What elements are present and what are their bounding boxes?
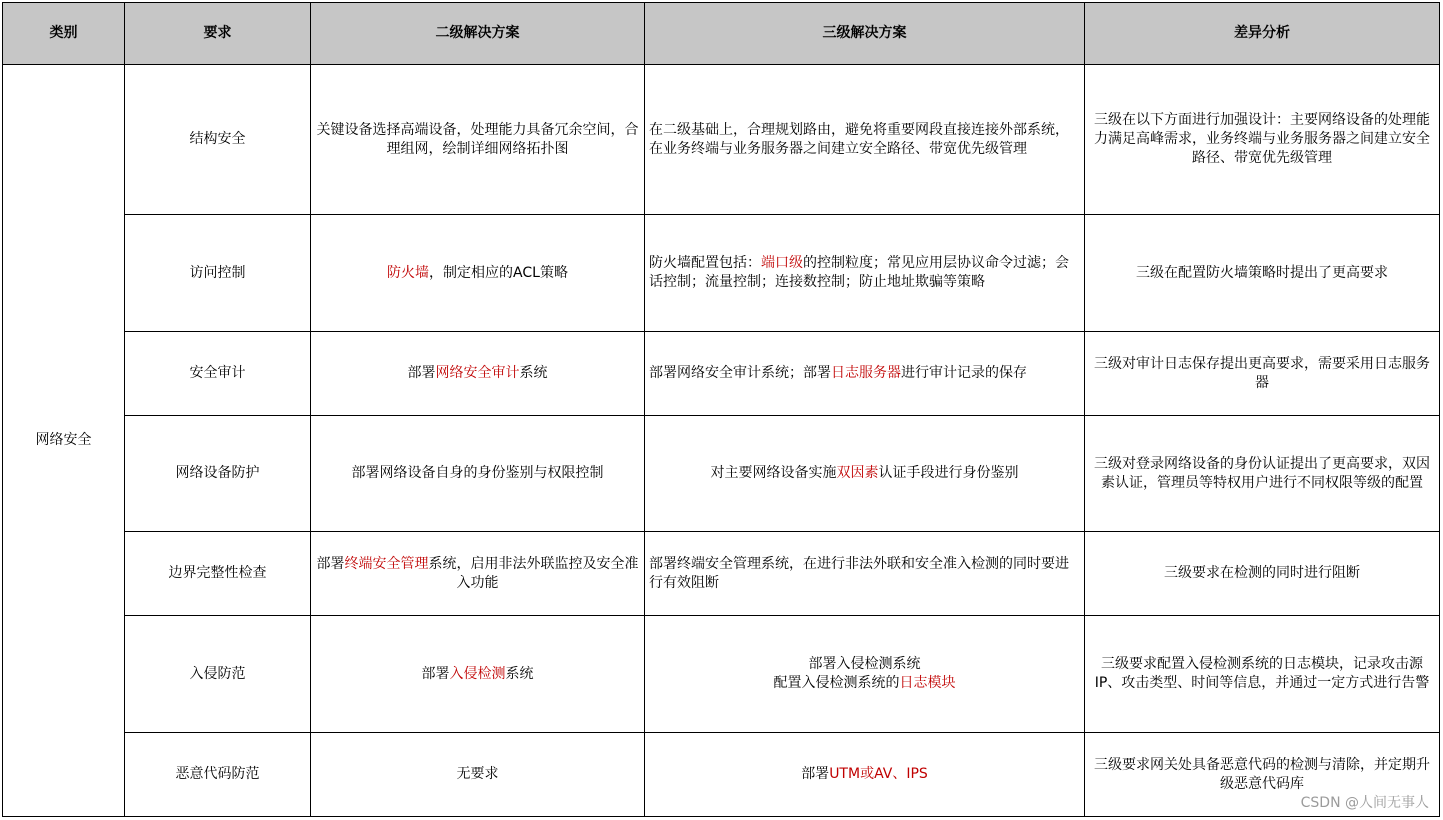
text-segment: 在二级基础上，合理规划路由，避免将重要网段直接连接外部系统，在业务终端与业务服务器之间建立安全路径、带宽优先级管理 <box>649 121 1069 157</box>
requirement-cell: 网络设备防护 <box>125 416 311 532</box>
level2-solution-cell <box>311 616 645 733</box>
text-segment: 认证手段进行身份鉴别 <box>878 465 1019 481</box>
text-segment: 系统 <box>505 665 534 682</box>
table-row <box>3 332 1440 416</box>
text-segment: 部署 <box>407 365 436 381</box>
text-segment: 系统 <box>519 365 548 381</box>
text-segment: 部署终端安全管理系统，在进行非法外联和安全准入检测的同时要进行有效阻断 <box>649 555 1069 591</box>
level3-solution-cell <box>645 616 1085 733</box>
table-row <box>3 65 1440 215</box>
text-segment: 部署 <box>316 555 345 572</box>
table-row <box>3 733 1440 817</box>
text-segment: 对主要网络设备实施 <box>710 465 837 481</box>
difference-analysis-cell: 三级要求配置入侵检测系统的日志模块，记录攻击源IP、攻击类型、时间等信息，并通过一定方式进行告警 <box>1085 616 1440 733</box>
table-row <box>3 532 1440 616</box>
difference-analysis-cell: 三级要求网关处具备恶意代码的检测与清除，并定期升级恶意代码库 <box>1085 733 1440 817</box>
header-level2-solution: 二级解决方案 <box>311 3 645 65</box>
level2-solution-cell <box>311 532 645 616</box>
level2-solution-cell <box>311 416 645 532</box>
level3-solution-cell <box>645 65 1085 215</box>
table-row <box>3 416 1440 532</box>
text-segment: 进行审计记录的保存 <box>901 365 1027 381</box>
text-segment: 关键设备选择高端设备，处理能力具备冗余空间，合理组网，绘制详细网络拓扑图 <box>316 121 639 157</box>
text-segment: 部署网络设备自身的身份鉴别与权限控制 <box>351 465 604 481</box>
highlight-text: 入侵检测 <box>449 665 506 682</box>
header-difference-analysis: 差异分析 <box>1085 3 1440 65</box>
text-segment: ，制定相应的ACL策略 <box>429 264 568 281</box>
requirement-cell: 边界完整性检查 <box>125 532 311 616</box>
requirement-cell: 安全审计 <box>125 332 311 416</box>
level2-solution-cell <box>311 215 645 332</box>
requirement-cell: 结构安全 <box>125 65 311 215</box>
text-segment: 防火墙配置包括： <box>649 255 761 271</box>
comparison-table <box>2 2 1440 817</box>
highlight-text: 双因素 <box>836 465 879 481</box>
text-segment: 无要求 <box>456 766 499 782</box>
level2-solution-cell <box>311 65 645 215</box>
level3-solution-cell <box>645 215 1085 332</box>
level2-solution-cell <box>311 332 645 416</box>
difference-analysis-cell: 三级要求在检测的同时进行阻断 <box>1085 532 1440 616</box>
header-requirement: 要求 <box>125 3 311 65</box>
text-segment: 的控制粒度；常见应用层协议命令过滤；会话控制；流量控制；连接数控制；防止地址欺骗等策略 <box>649 255 1069 290</box>
level3-solution-cell <box>645 532 1085 616</box>
highlight-text: 日志模块 <box>899 675 956 691</box>
difference-analysis-cell: 三级对审计日志保存提出更高要求，需要采用日志服务器 <box>1085 332 1440 416</box>
requirement-cell: 入侵防范 <box>125 616 311 733</box>
category-cell: 网络安全 <box>3 65 125 817</box>
level2-solution-cell <box>311 733 645 817</box>
text-segment: 部署入侵检测系统 <box>808 656 921 672</box>
highlight-text: 端口级 <box>761 255 803 271</box>
table-row <box>3 616 1440 733</box>
difference-analysis-cell: 三级在以下方面进行加强设计：主要网络设备的处理能力满足高峰需求，业务终端与业务服务器之间建立安全路径、带宽优先级管理 <box>1085 65 1440 215</box>
text-segment: 部署 <box>421 665 450 682</box>
header-row <box>3 3 1440 65</box>
highlight-text: 终端安全管理 <box>344 555 429 572</box>
text-segment: 配置入侵检测系统的 <box>773 675 900 691</box>
header-category: 类别 <box>3 3 125 65</box>
highlight-text: UTM或AV、IPS <box>829 766 928 782</box>
level3-solution-cell <box>645 416 1085 532</box>
text-segment: 系统，启用非法外联监控及安全准入功能 <box>428 555 639 591</box>
highlight-text: 日志服务器 <box>831 365 901 381</box>
difference-analysis-cell: 三级对登录网络设备的身份认证提出了更高要求，双因素认证，管理员等特权用户进行不同权限等级的配置 <box>1085 416 1440 532</box>
level3-solution-cell <box>645 733 1085 817</box>
table-row <box>3 215 1440 332</box>
requirement-cell: 访问控制 <box>125 215 311 332</box>
text-segment: 部署网络安全审计系统；部署 <box>649 365 831 381</box>
watermark: CSDN @人间无事人 <box>1300 795 1429 811</box>
highlight-text: 防火墙 <box>387 264 430 281</box>
level3-solution-cell <box>645 332 1085 416</box>
requirement-cell: 恶意代码防范 <box>125 733 311 817</box>
header-level3-solution: 三级解决方案 <box>645 3 1085 65</box>
difference-analysis-cell: 三级在配置防火墙策略时提出了更高要求 <box>1085 215 1440 332</box>
text-segment: 部署 <box>801 766 830 782</box>
highlight-text: 网络安全审计 <box>435 365 520 381</box>
